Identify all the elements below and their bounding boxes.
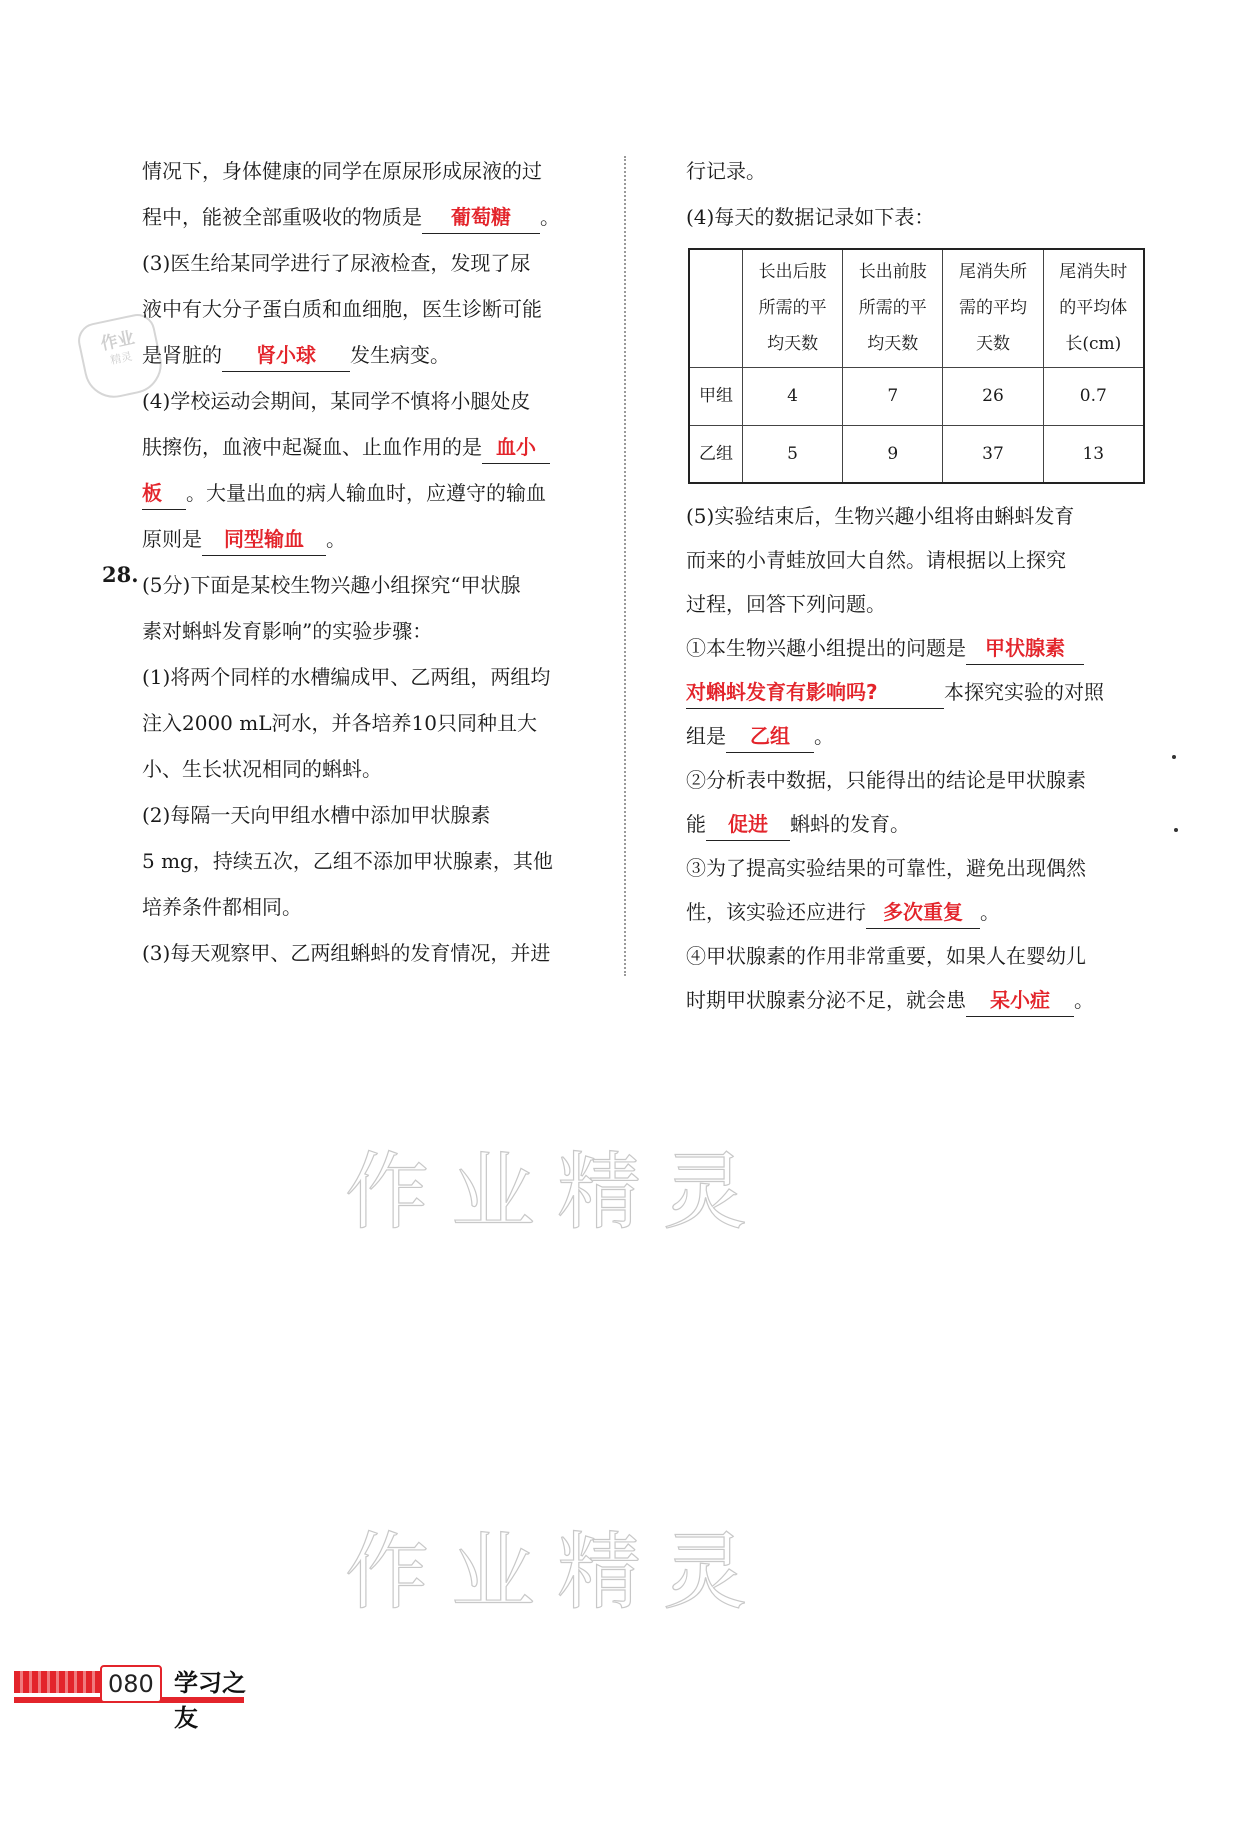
answer-platelet-part2: 板 bbox=[142, 477, 186, 510]
text: 能 bbox=[686, 812, 706, 836]
text-line: 行记录。 bbox=[686, 159, 766, 183]
text-line bbox=[686, 670, 1150, 714]
text: 时期甲状腺素分泌不足，就会患 bbox=[686, 988, 966, 1012]
text: 。 bbox=[980, 900, 1000, 924]
question-28-line1: (5分)下面是某校生物兴趣小组探究“甲状腺 bbox=[142, 573, 521, 597]
table-row bbox=[689, 425, 1144, 483]
table-header-cell bbox=[843, 249, 943, 367]
answer-glomerulus: 肾小球 bbox=[222, 339, 350, 372]
watermark-text-1: 作业精灵 bbox=[345, 1143, 770, 1241]
answer-glucose: 葡萄糖 bbox=[422, 201, 540, 234]
header-text: 均天数 bbox=[767, 334, 819, 355]
text-line: 培养条件都相同。 bbox=[142, 895, 302, 919]
text-line bbox=[142, 424, 604, 470]
text-line bbox=[686, 890, 1150, 934]
header-text: 天数 bbox=[975, 334, 1010, 355]
answer-repeat: 多次重复 bbox=[866, 896, 980, 929]
tadpole-data-table bbox=[688, 248, 1145, 484]
margin-dot bbox=[1172, 755, 1176, 759]
page-number: 080 bbox=[100, 1665, 162, 1703]
text-line: (2)每隔一天向甲组水槽中添加甲状腺素 bbox=[142, 803, 491, 827]
table-cell: 0.7 bbox=[1043, 367, 1144, 425]
table-cell: 9 bbox=[843, 425, 943, 483]
table-cell: 26 bbox=[943, 367, 1043, 425]
header-text: 长(cm) bbox=[1065, 334, 1122, 355]
table-cell: 5 bbox=[743, 425, 843, 483]
text-line: (3)医生给某同学进行了尿液检查，发现了尿 bbox=[142, 251, 531, 275]
row-label: 甲组 bbox=[689, 367, 743, 425]
right-column-bottom bbox=[686, 494, 1150, 1022]
watermark-text-2: 作业精灵 bbox=[345, 1523, 770, 1621]
margin-dot bbox=[1174, 828, 1178, 832]
table-row bbox=[689, 367, 1144, 425]
text-line: 素对蝌蚪发育影响”的实验步骤： bbox=[142, 619, 433, 643]
text-line: 液中有大分子蛋白质和血细胞，医生诊断可能 bbox=[142, 297, 542, 321]
book-brand: 学习之友 bbox=[174, 1668, 246, 1732]
text-line bbox=[142, 194, 604, 240]
table-cell: 13 bbox=[1043, 425, 1144, 483]
text-line bbox=[686, 978, 1150, 1022]
text: 是肾脏的 bbox=[142, 343, 222, 367]
text: 发生病变。 bbox=[350, 343, 450, 367]
text-line: 小、生长状况相同的蝌蚪。 bbox=[142, 757, 382, 781]
header-text: 长出前肢 bbox=[858, 262, 927, 283]
header-text: 所需的平 bbox=[758, 298, 827, 319]
text: 。 bbox=[1074, 988, 1094, 1012]
header-text: 所需的平 bbox=[858, 298, 927, 319]
text-line: (4)学校运动会期间，某同学不慎将小腿处皮 bbox=[142, 389, 531, 413]
text: 性，该实验还应进行 bbox=[686, 900, 866, 924]
left-column bbox=[142, 148, 604, 976]
table-cell: 4 bbox=[743, 367, 843, 425]
text: 组是 bbox=[686, 724, 726, 748]
text-line: 情况下，身体健康的同学在原尿形成尿液的过 bbox=[142, 159, 542, 183]
table-corner-cell bbox=[689, 249, 743, 367]
table-header-cell bbox=[1043, 249, 1144, 367]
header-text: 尾消失时 bbox=[1059, 262, 1128, 283]
header-text: 的平均体 bbox=[1059, 298, 1128, 319]
table-cell: 37 bbox=[943, 425, 1043, 483]
answer-promote: 促进 bbox=[706, 808, 790, 841]
text: 蝌蚪的发育。 bbox=[790, 812, 910, 836]
text: 本探究实验的对照 bbox=[944, 680, 1104, 704]
text: 程中，能被全部重吸收的物质是 bbox=[142, 205, 422, 229]
text-line bbox=[142, 332, 604, 378]
text-line: 注入2000 mL河水，并各培养10只同种且大 bbox=[142, 711, 537, 735]
answer-question-part2: 对蝌蚪发育有影响吗? bbox=[686, 676, 944, 709]
text: 肤擦伤，血液中起凝血、止血作用的是 bbox=[142, 435, 482, 459]
text-line: (1)将两个同样的水槽编成甲、乙两组，两组均 bbox=[142, 665, 551, 689]
text: 。 bbox=[326, 527, 346, 551]
table-cell: 7 bbox=[843, 367, 943, 425]
text-line: ④甲状腺素的作用非常重要，如果人在婴幼儿 bbox=[686, 944, 1086, 968]
answer-platelet-part1: 血小 bbox=[482, 431, 550, 464]
text-line: 5 mg，持续五次，乙组不添加甲状腺素，其他 bbox=[142, 849, 553, 873]
column-divider bbox=[624, 156, 626, 976]
table-header-row bbox=[689, 249, 1144, 367]
header-text: 需的平均 bbox=[958, 298, 1027, 319]
text-line bbox=[142, 516, 604, 562]
text-line bbox=[686, 802, 1150, 846]
text: 。 bbox=[814, 724, 834, 748]
header-text: 尾消失所 bbox=[958, 262, 1027, 283]
text: ①本生物兴趣小组提出的问题是 bbox=[686, 636, 966, 660]
text-line: (4)每天的数据记录如下表： bbox=[686, 205, 935, 229]
text: 。 bbox=[540, 205, 560, 229]
answer-control-group: 乙组 bbox=[726, 720, 814, 753]
answer-transfusion: 同型输血 bbox=[202, 523, 326, 556]
text-line: 而来的小青蛙放回大自然。请根据以上探究 bbox=[686, 548, 1066, 572]
text-line: (5)实验结束后，生物兴趣小组将由蝌蚪发育 bbox=[686, 504, 1075, 528]
right-column-top bbox=[686, 148, 1150, 240]
question-number-28: 28. bbox=[102, 562, 139, 587]
page-footer bbox=[14, 1665, 254, 1732]
table-header-cell bbox=[743, 249, 843, 367]
row-label: 乙组 bbox=[689, 425, 743, 483]
header-text: 均天数 bbox=[867, 334, 919, 355]
text-line bbox=[686, 626, 1150, 670]
answer-question-part1: 甲状腺素 bbox=[966, 632, 1084, 665]
text-line: (3)每天观察甲、乙两组蝌蚪的发育情况，并进 bbox=[142, 941, 551, 965]
text-line: ③为了提高实验结果的可靠性，避免出现偶然 bbox=[686, 856, 1086, 880]
text-line bbox=[142, 470, 604, 516]
stamp-small-text: 精灵 bbox=[109, 349, 134, 368]
stamp-big-text: 作业 bbox=[98, 328, 137, 355]
text-line bbox=[686, 714, 1150, 758]
text: 。大量出血的病人输血时，应遵守的输血 bbox=[186, 481, 546, 505]
table-header-cell bbox=[943, 249, 1043, 367]
text-line: 过程，回答下列问题。 bbox=[686, 592, 886, 616]
text: 原则是 bbox=[142, 527, 202, 551]
answer-disease: 呆小症 bbox=[966, 984, 1074, 1017]
text-line: ②分析表中数据，只能得出的结论是甲状腺素 bbox=[686, 768, 1086, 792]
header-text: 长出后肢 bbox=[758, 262, 827, 283]
